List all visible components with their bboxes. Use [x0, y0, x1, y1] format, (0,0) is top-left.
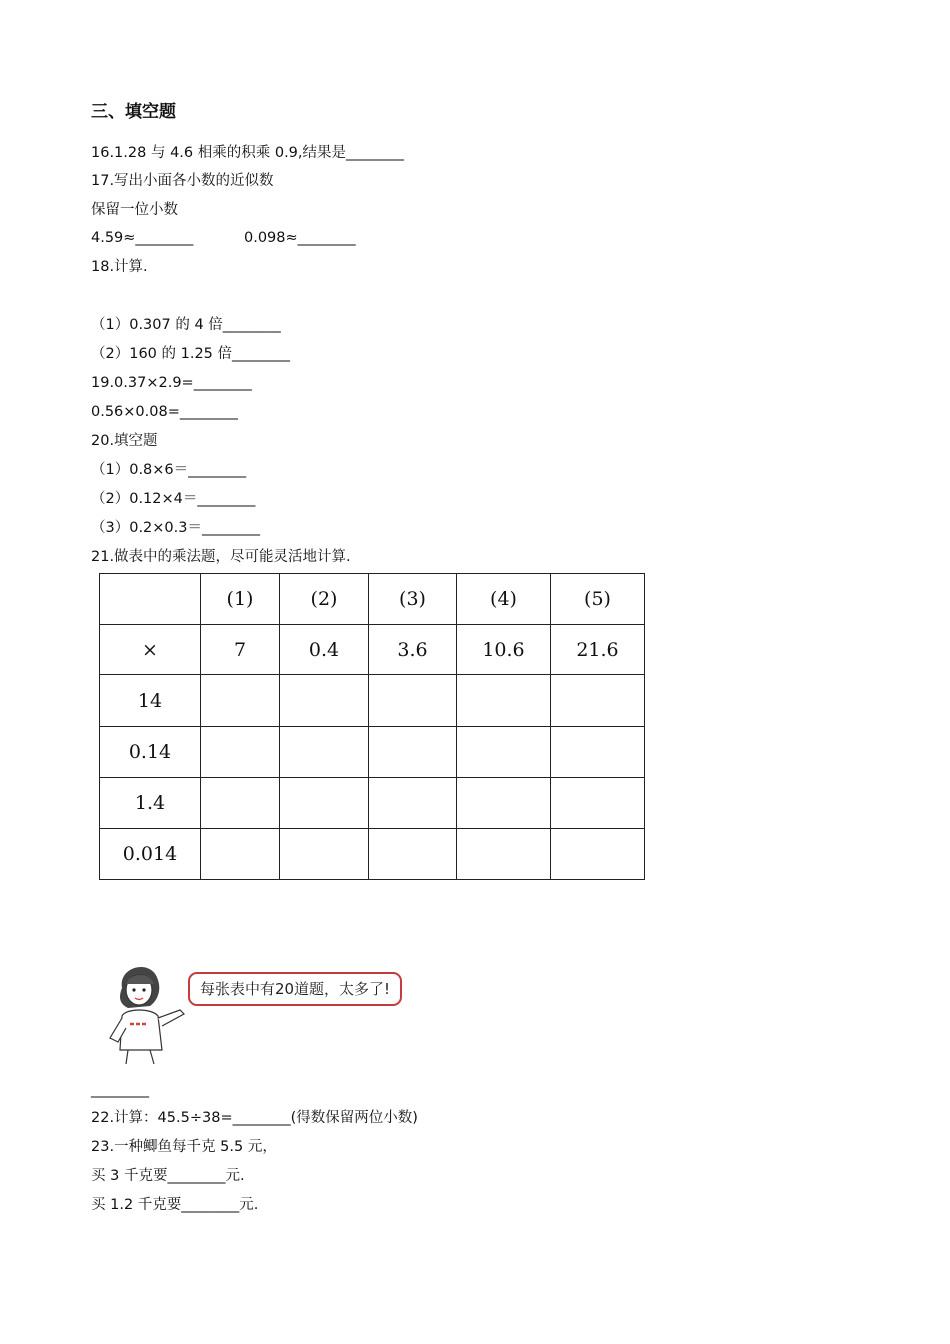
answer-cell	[457, 829, 551, 880]
answer-cell	[369, 778, 457, 829]
answer-cell	[369, 675, 457, 727]
question-17-a: 4.59≈________	[91, 230, 194, 246]
answer-cell	[201, 675, 280, 727]
question-23-stem: 23.一种鲫鱼每千克 5.5 元，	[91, 1139, 277, 1155]
table-header-cell	[100, 574, 201, 625]
answer-cell	[280, 829, 369, 880]
answer-cell	[551, 778, 645, 829]
multiplication-table	[99, 573, 645, 880]
answer-cell	[201, 778, 280, 829]
answer-cell	[369, 727, 457, 778]
question-21-answer-blank: ________	[91, 1082, 149, 1098]
answer-cell	[280, 727, 369, 778]
question-20-part-2: （2）0.12×4＝________	[91, 491, 256, 507]
table-operand-row	[100, 625, 645, 675]
answer-cell	[280, 675, 369, 727]
table-row	[100, 727, 645, 778]
speech-bubble: 每张表中有20道题，太多了!	[188, 972, 402, 1006]
table-row-label: 14	[100, 675, 201, 727]
table-operand-cell: 21.6	[551, 625, 645, 675]
question-23-b: 买 1.2 千克要________元.	[91, 1197, 259, 1213]
answer-cell	[201, 727, 280, 778]
table-row-label: 0.014	[100, 829, 201, 880]
question-22: 22.计算：45.5÷38=________(得数保留两位小数)	[91, 1110, 418, 1126]
question-23-a: 买 3 千克要________元.	[91, 1168, 245, 1184]
table-row	[100, 675, 645, 727]
question-18-stem: 18.计算.	[91, 259, 148, 275]
answer-cell	[551, 675, 645, 727]
answer-cell	[369, 829, 457, 880]
multiply-sign: ×	[100, 625, 201, 675]
answer-cell	[457, 727, 551, 778]
answer-cell	[457, 675, 551, 727]
answer-cell	[551, 829, 645, 880]
question-18-part-2: （2）160 的 1.25 倍________	[91, 346, 291, 362]
table-operand-cell: 0.4	[280, 625, 369, 675]
question-19-a: 19.0.37×2.9=________	[91, 375, 252, 391]
table-operand-cell: 7	[201, 625, 280, 675]
question-20-stem: 20.填空题	[91, 433, 158, 449]
question-17-sub: 保留一位小数	[91, 202, 178, 218]
table-header-cell: (4)	[457, 574, 551, 625]
table-header-cell: (1)	[201, 574, 280, 625]
table-operand-cell: 10.6	[457, 625, 551, 675]
question-19-b: 0.56×0.08=________	[91, 404, 238, 420]
table-operand-cell: 3.6	[369, 625, 457, 675]
answer-cell	[201, 829, 280, 880]
question-18-part-1: （1）0.307 的 4 倍________	[91, 317, 281, 333]
section-title: 三、填空题	[91, 102, 176, 122]
table-row	[100, 778, 645, 829]
answer-cell	[551, 727, 645, 778]
girl-figure-icon	[100, 958, 200, 1068]
question-20-part-1: （1）0.8×6＝________	[91, 462, 247, 478]
question-20-part-3: （3）0.2×0.3＝________	[91, 520, 260, 536]
table-row-label: 0.14	[100, 727, 201, 778]
table-header-cell: (2)	[280, 574, 369, 625]
question-17-stem: 17.写出小面各小数的近似数	[91, 173, 274, 189]
question-16: 16.1.28 与 4.6 相乘的积乘 0.9,结果是________	[91, 145, 405, 161]
table-header-cell: (3)	[369, 574, 457, 625]
table-row	[100, 829, 645, 880]
answer-cell	[280, 778, 369, 829]
girl-illustration	[100, 958, 410, 1068]
table-header-cell: (5)	[551, 574, 645, 625]
question-21-stem: 21.做表中的乘法题，尽可能灵活地计算.	[91, 549, 351, 565]
answer-cell	[457, 778, 551, 829]
table-row-label: 1.4	[100, 778, 201, 829]
table-header-row	[100, 574, 645, 625]
question-17-b: 0.098≈________	[244, 230, 356, 246]
